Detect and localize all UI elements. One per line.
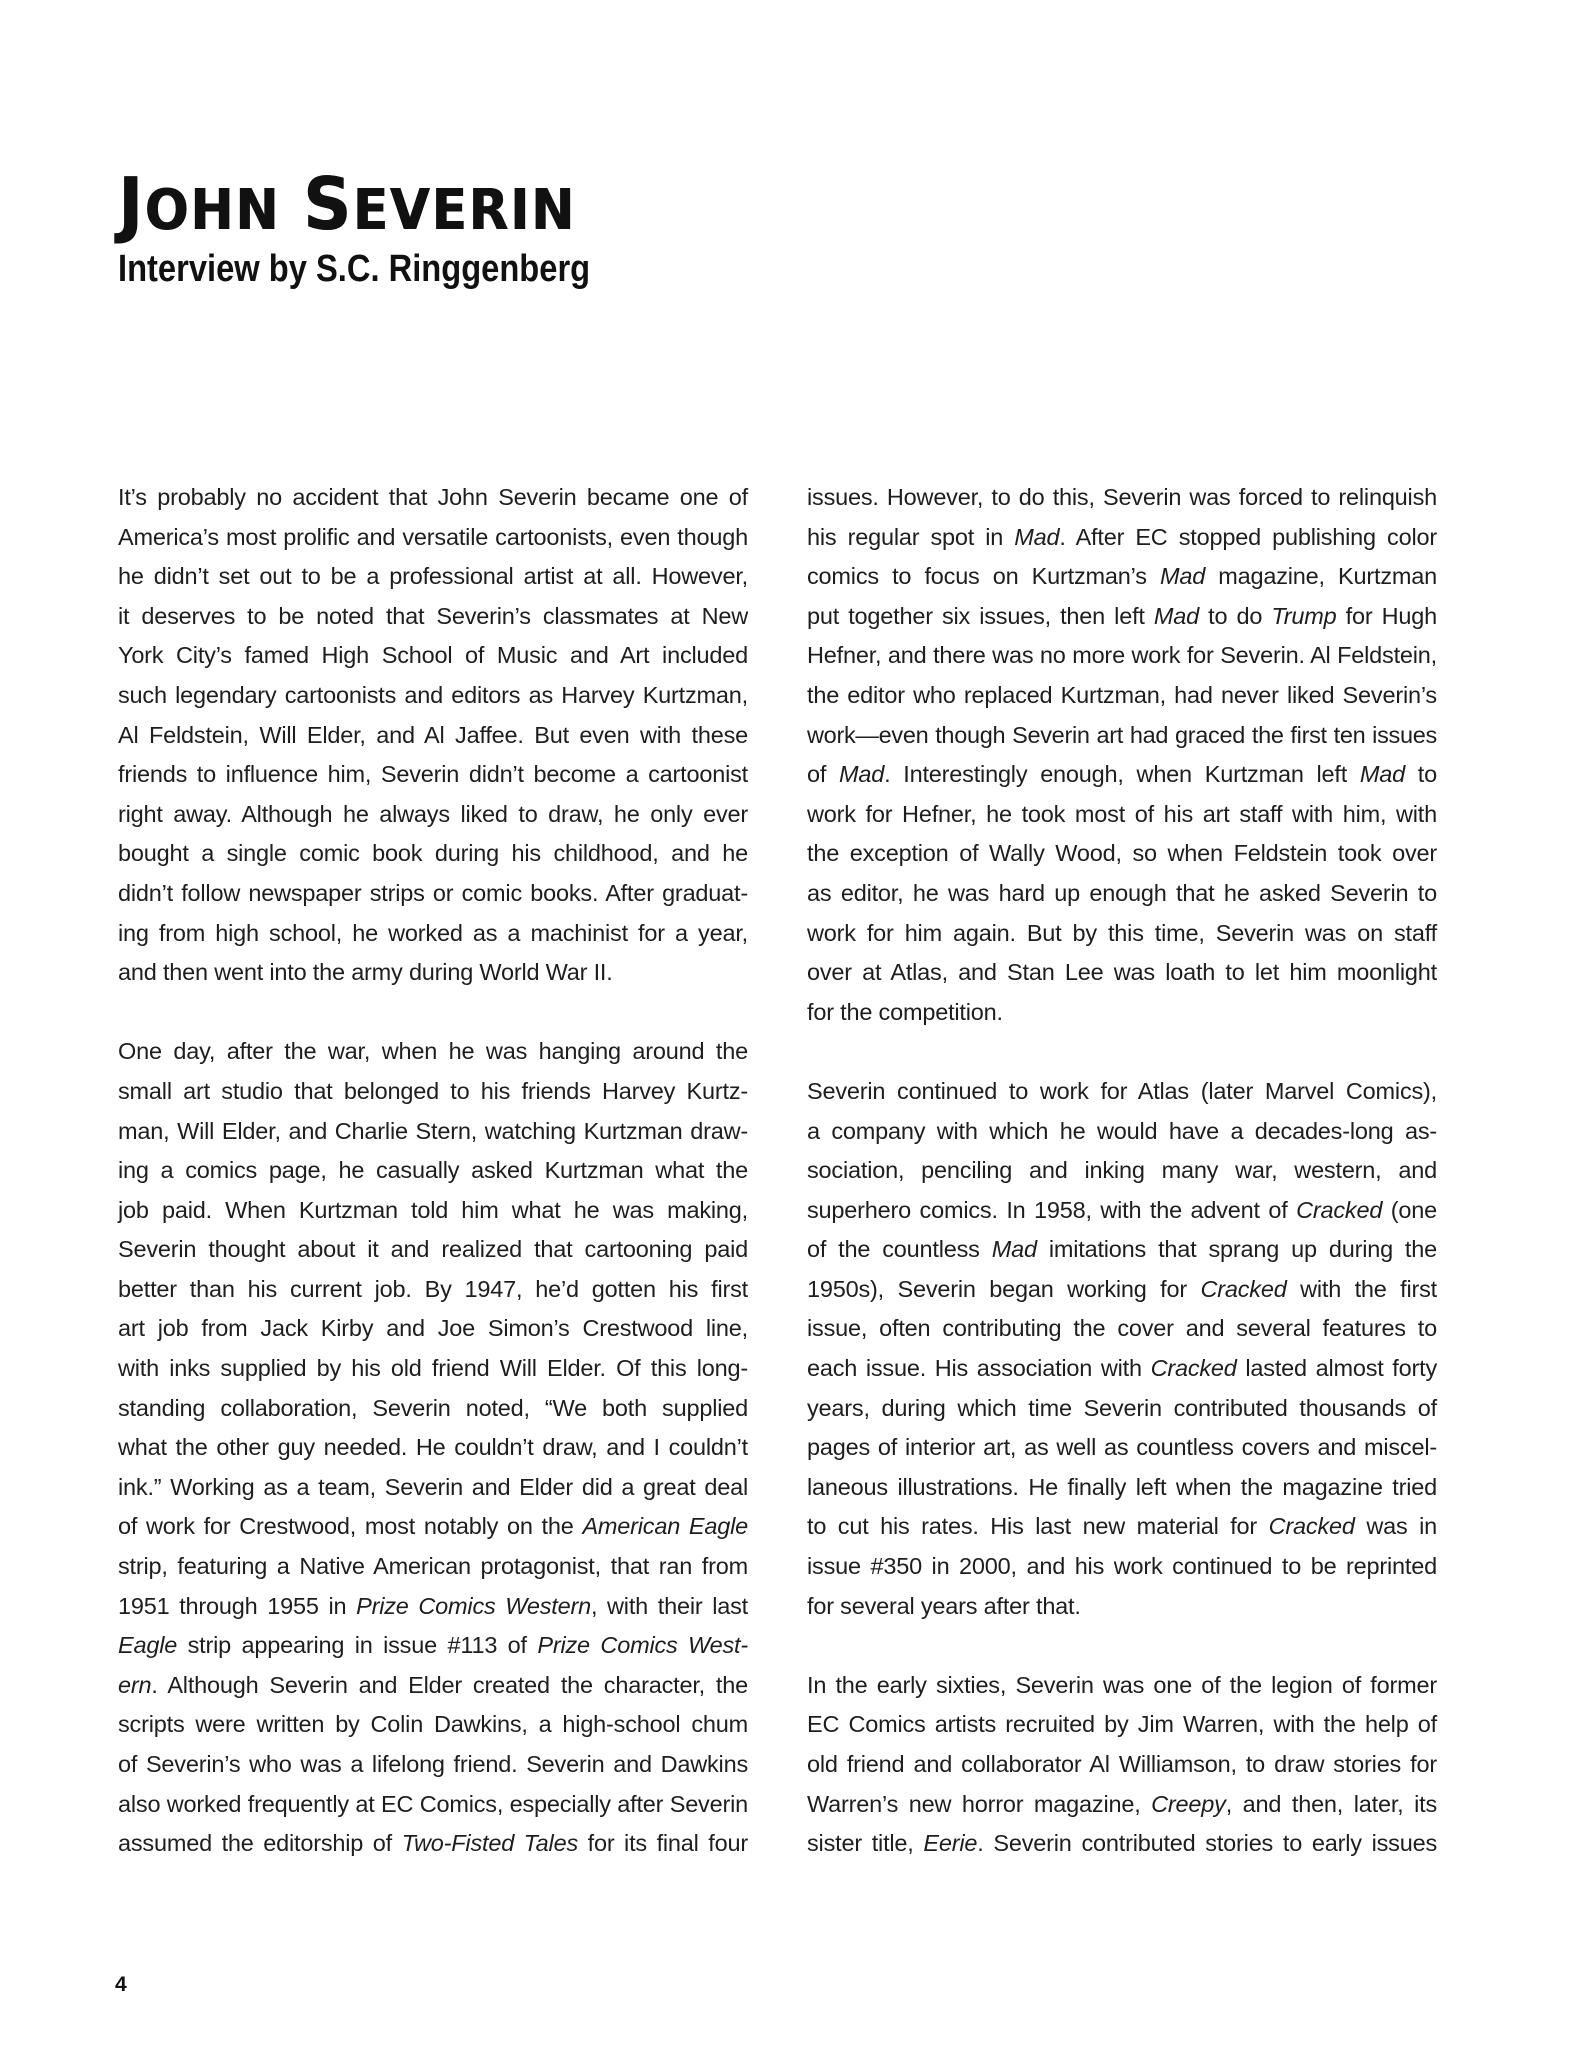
article-title: JOHN SEVERIN xyxy=(118,162,576,246)
article-subtitle: Interview by S.C. Ringgenberg xyxy=(118,248,591,290)
paragraph: issues. However, to do this, Severin was forced to relinquish his regular spot in Mad. After EC stopped publishing color comics to focus on Kurtzman’s Mad magazine, Kurtzman put together six issues, then left Mad to do Trump for Hugh Hefner, and there was no more work for Severin. Al Feldstein, the editor who replaced Kurtzman, had never liked Severin’s work—even though Severin art had graced the first ten issues of Mad. Interestingly enough, when Kurtzman left Mad to work for Hefner, he took most of his art staff with him, with the exception of Wally Wood, so when Feldstein took over as editor, he was hard up enough that he asked Severin to work for him again. But by this time, Severin was on staff over at Atlas, and Stan Lee was loath to let him moonlight for the competition. xyxy=(807,484,1437,1025)
left-column xyxy=(118,478,748,1864)
paragraph: Severin continued to work for Atlas (later Marvel Comics), a company with which he would have a decades-long as- sociation, penciling and inking many war, western, and superhero comics. In 1958, with the advent of Cracked (one of the countless Mad imitations that sprang up during the 1950s), Severin began working for Cracked with the first issue, often contributing the cover and several features to each issue. His association with Cracked lasted almost forty years, during which time Severin contributed thousands of pages of interior art, as well as countless covers and miscel- laneous illustrations. He finally left when the magazine tried to cut his rates. His last new material for Cracked was in issue #350 in 2000, and his work continued to be reprinted for several years after that. xyxy=(807,1077,1438,1619)
right-column xyxy=(807,478,1437,1864)
paragraph: In the early sixties, Severin was one of the legion of former EC Comics artists recruited by Jim Warren, with the help of old friend and collaborator Al Williamson, to draw stories for Warren’s new horror magazine, Creepy, and then, later, its sister title, Eerie. Severin contributed stories to early issues xyxy=(807,1671,1437,1857)
page-number: 4 xyxy=(115,1973,127,1996)
paragraph: One day, after the war, when he was hanging around the small art studio that belonged to his friends Harvey Kurtz- man, Will Elder, and Charlie Stern, watching Kurtzman draw- ing a comics page, he casually asked Kurtzman what the job paid. When Kurtzman told him what he was making, Severin thought about it and realized that cartooning paid better than his current job. By 1947, he’d gotten his first art job from Jack Kirby and Joe Simon’s Crestwood line, with inks supplied by his old friend Will Elder. Of this long- standing collaboration, Severin noted, “We both supplied what the other guy needed. He couldn’t draw, and I couldn’t ink.” Working as a team, Severin and Elder did a great deal of work for Crestwood, most notably on the American Eagle strip, featuring a Native American protagonist, that ran from 1951 through 1955 in Prize Comics Western, with their last Eagle strip appearing in issue #113 of Prize Comics West- ern. Although Severin and Elder created the character, the scripts were written by Colin Dawkins, a high-school chum of Severin’s who was a lifelong friend. Severin and Dawkins also worked frequently at EC Comics, especially after Severin assumed the editorship of Two-Fisted Tales for its final four xyxy=(118,1038,748,1857)
paragraph: It’s probably no accident that John Severin became one of America’s most prolific and versatile cartoonists, even though he didn’t set out to be a professional artist at all. However, it deserves to be noted that Severin’s classmates at New York City’s famed High School of Music and Art included such legendary cartoonists and editors as Harvey Kurtzman, Al Feldstein, Will Elder, and Al Jaffee. But even with these friends to influence him, Severin didn’t become a cartoonist right away. Although he always liked to draw, he only ever bought a single comic book during his childhood, and he didn’t follow newspaper strips or comic books. After graduat- ing from high school, he worked as a machinist for a year, and then went into the army during World War II. xyxy=(118,484,748,986)
